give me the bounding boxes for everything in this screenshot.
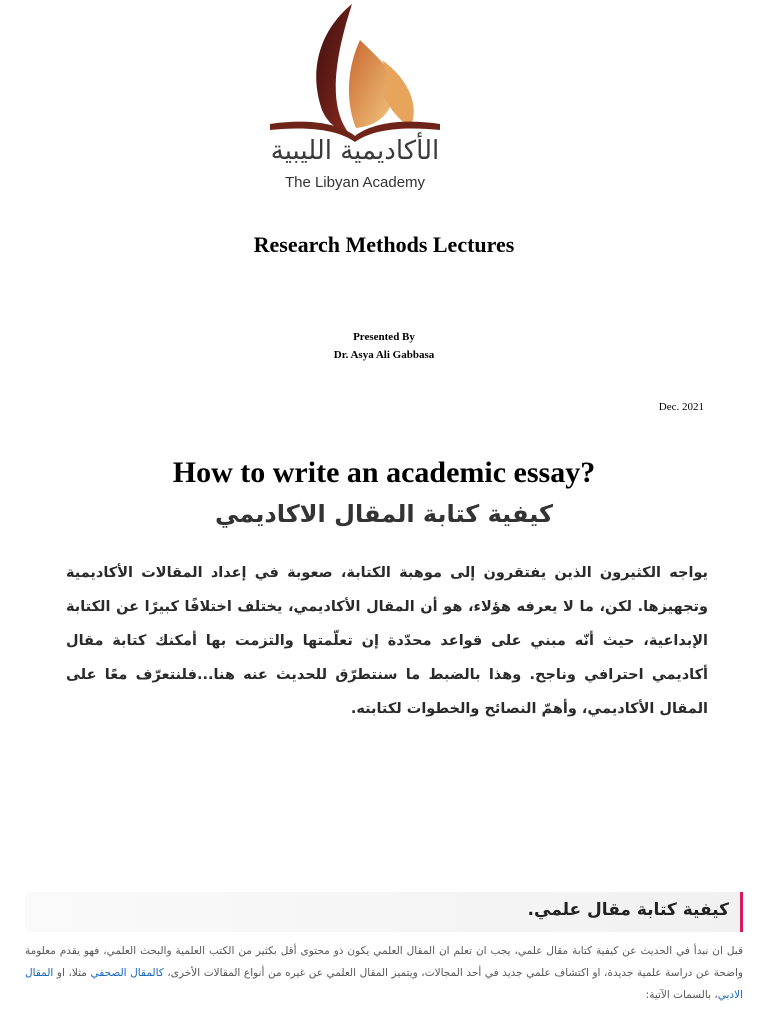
section-body-end: ، بالسمات الآتية: xyxy=(645,989,718,1001)
embedded-web-section xyxy=(25,886,743,1024)
section-body-main: قبل ان نبدأ في الحديث عن كيفية كتابة مقال علمي، يجب ان تعلم ان المقال العلمي يكون ذو محتوى أقل بكثير من الكتب العلمية والبحث العلمي، فهو يقدم معلومة واضحة عن دراسة علمية جديدة، او اكتشاف علمي جديد في أحد المجالات، ويتميز المقال العلمي عن غيره من أنواع المقالات الأخرى، xyxy=(25,945,744,979)
section-body-mid: مثلا، او xyxy=(53,967,91,979)
heading-arabic: كيفية كتابة المقال الاكاديمي xyxy=(215,500,553,528)
section-header-bar xyxy=(25,892,743,932)
section-accent-bar xyxy=(740,892,743,932)
intro-paragraph: يواجه الكثيرون الذين يفتقرون إلى موهبة الكتابة، صعوبة في إعداد المقالات الأكاديمية وتجهيزها. لكن، ما لا يعرفه هؤلاء، هو أن المقال الأكاديمي، يختلف اختلافًا كبيرًا عن الكتابة الإبداعية، حيث أنّه مبني على قواعد محدّدة إن تعلّمتها والتزمت بها أمكنك كتابة مقال أكاديمي احترافي وناجح. وهذا بالضبط ما سنتطرّق للحديث عنه هنا...فلنتعرّف معًا على المقال الأكاديمي، وأهمّ النصائح والخطوات لكتابته. xyxy=(66,565,708,717)
section-body-text xyxy=(25,940,743,1006)
logo-english-name: The Libyan Academy xyxy=(284,174,426,191)
heading-english: How to write an academic essay? xyxy=(172,456,596,489)
flame-outer-icon xyxy=(316,4,352,132)
presented-by-label: Presented By xyxy=(353,331,415,343)
presenter-block xyxy=(0,328,768,364)
lecture-title: Research Methods Lectures xyxy=(253,232,515,257)
presenter-name: Dr. Asya Ali Gabbasa xyxy=(333,349,435,361)
link-literary-essay[interactable]: المقال الادبي xyxy=(25,967,743,1001)
link-journalistic-essay[interactable]: كالمقال الصحفي xyxy=(90,967,164,979)
flame-right-icon xyxy=(382,60,414,128)
section-title: كيفية كتابة مقال علمي. xyxy=(527,900,729,920)
logo-arabic-name: الأكاديمية الليبية xyxy=(270,136,440,166)
libyan-academy-logo xyxy=(260,0,450,200)
lecture-date: Dec. 2021 xyxy=(658,401,704,413)
